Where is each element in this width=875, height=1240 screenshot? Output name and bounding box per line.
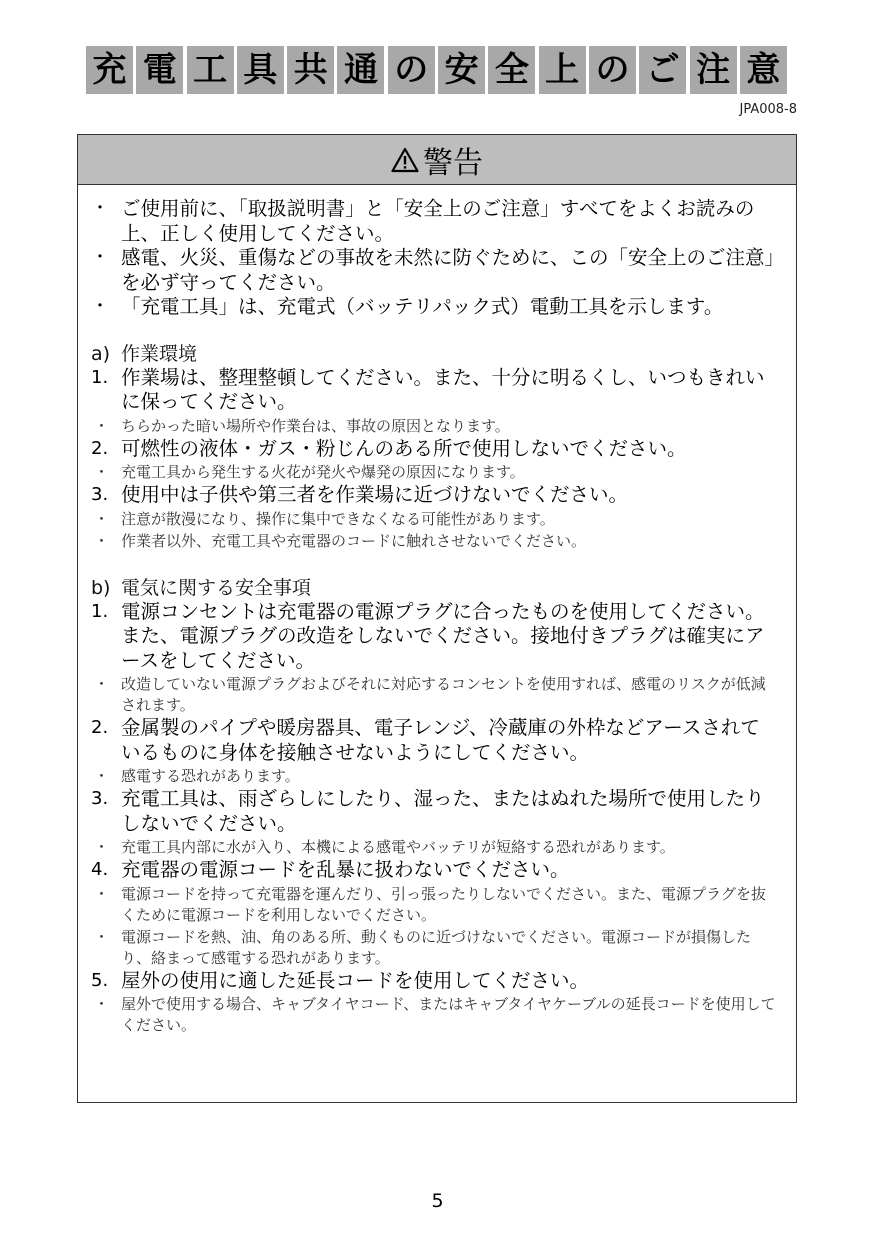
section-mark: b) xyxy=(91,576,111,599)
note-text: 電源コードを熱、油、角のある所、動くものに近づけないでください。電源コードが損傷したり、絡まって感電する恐れがあります。 xyxy=(121,927,752,967)
item-number: 4. xyxy=(91,859,109,880)
page-number: 5 xyxy=(431,1190,444,1212)
bullet: ・ xyxy=(91,296,109,317)
intro-item xyxy=(88,295,778,320)
title-char: 注 xyxy=(690,46,737,94)
note-text: 注意が散漫になり、操作に集中できなくなる可能性があります。 xyxy=(121,509,555,528)
item-text: 電源コンセントは充電器の電源プラグに合ったものを使用してください。また、電源プラグの改造をしないでください。接地付きプラグは確実にアースをしてください。 xyxy=(121,599,765,672)
note-text: 感電する恐れがあります。 xyxy=(121,767,300,785)
intro-text: 「充電工具」は、充電式（バッテリパック式）電動工具を示します。 xyxy=(121,295,724,318)
title-char: 上 xyxy=(539,46,586,94)
bullet: ・ xyxy=(94,838,110,856)
section-title: 作業環境 xyxy=(121,342,198,365)
note-item xyxy=(88,927,778,969)
section-mark: a) xyxy=(91,342,111,365)
note-text: 電源コードを持って充電器を運んだり、引っ張ったりしないでください。また、電源プラグを抜くために電源コードを利用しないでください。 xyxy=(121,884,767,924)
bullet: ・ xyxy=(94,927,110,946)
note-text: ちらかった暗い場所や作業台は、事故の原因となります。 xyxy=(121,416,510,435)
note-item xyxy=(88,674,778,716)
note-item xyxy=(88,837,778,858)
bullet: ・ xyxy=(94,884,110,903)
numbered-item xyxy=(88,969,778,994)
numbered-item xyxy=(88,716,778,765)
item-text: 使用中は子供や第三者を作業場に近づけないでください。 xyxy=(121,483,629,506)
intro-text: ご使用前に、「取扱説明書」と「安全上のご注意」すべてをよくお読みの上、正しく使用してください。 xyxy=(121,197,755,245)
title-char: 全 xyxy=(488,46,535,94)
note-item xyxy=(88,766,778,787)
item-number: 1. xyxy=(91,366,109,388)
note-item xyxy=(88,416,778,437)
item-number: 3. xyxy=(91,484,109,505)
bullet: ・ xyxy=(94,509,110,528)
title-char: ご xyxy=(639,46,686,94)
intro-text: 感電、火災、重傷などの事故を未然に防ぐために、この「安全上のご注意」を必ず守ってください。 xyxy=(121,246,775,294)
note-item xyxy=(88,884,778,926)
bullet: ・ xyxy=(94,995,110,1013)
bullet: ・ xyxy=(91,247,109,268)
item-text: 作業場は、整理整頓してください。また、十分に明るくし、いつもきれいに保ってください。 xyxy=(121,365,765,413)
note-text: 屋外で使用する場合、キャブタイヤコード、またはキャブタイヤケーブルの延長コードを使用してください。 xyxy=(121,995,776,1034)
bullet: ・ xyxy=(91,198,109,219)
title-char: 具 xyxy=(237,46,284,94)
bullet: ・ xyxy=(94,416,110,435)
note-item xyxy=(88,531,778,552)
intro-item xyxy=(88,197,778,246)
section-heading xyxy=(88,576,778,600)
item-number: 5. xyxy=(91,969,109,991)
bullet: ・ xyxy=(94,531,110,550)
title-char: の xyxy=(388,46,435,94)
numbered-item xyxy=(88,600,778,674)
numbered-item xyxy=(88,437,778,462)
page-title xyxy=(86,46,787,94)
note-item xyxy=(88,994,778,1036)
warning-triangle-icon xyxy=(391,147,419,173)
title-char: 意 xyxy=(740,46,787,94)
warning-box xyxy=(77,134,797,1103)
section-title: 電気に関する安全事項 xyxy=(121,576,312,599)
numbered-item xyxy=(88,366,778,415)
warning-label: 警告 xyxy=(423,145,483,181)
bullet: ・ xyxy=(94,767,110,785)
item-text: 充電工具は、雨ざらしにしたり、湿った、またはぬれた場所で使用したりしないでください。 xyxy=(121,787,765,835)
item-number: 1. xyxy=(91,600,109,622)
item-text: 充電器の電源コードを乱暴に扱わないでください。 xyxy=(121,858,570,881)
title-char: 充 xyxy=(86,46,133,94)
item-text: 可燃性の液体・ガス・粉じんのある所で使用しないでください。 xyxy=(121,436,687,460)
note-text: 充電工具から発生する火花が発火や爆発の原因になります。 xyxy=(121,463,525,481)
note-item xyxy=(88,462,778,483)
title-char: 共 xyxy=(287,46,334,94)
note-text: 作業者以外、充電工具や充電器のコードに触れさせないでください。 xyxy=(121,531,587,550)
item-number: 2. xyxy=(91,717,109,738)
note-item xyxy=(88,509,778,530)
note-text: 充電工具内部に水が入り、本機による感電やバッテリが短絡する恐れがあります。 xyxy=(121,838,675,856)
item-text: 金属製のパイプや暖房器具、電子レンジ、冷蔵庫の外枠などアースされているものに身体を接触させないようにしてください。 xyxy=(121,716,760,764)
title-char: 電 xyxy=(136,46,183,94)
warning-header xyxy=(78,135,796,185)
bullet: ・ xyxy=(94,463,110,481)
numbered-item xyxy=(88,858,778,883)
document-code: JPA008-8 xyxy=(739,102,797,117)
item-number: 2. xyxy=(91,437,109,459)
numbered-item xyxy=(88,483,778,508)
title-char: 工 xyxy=(187,46,234,94)
warning-content xyxy=(78,185,796,1036)
numbered-item xyxy=(88,787,778,836)
intro-item xyxy=(88,246,778,295)
section-heading xyxy=(88,342,778,366)
item-text: 屋外の使用に適した延長コードを使用してください。 xyxy=(121,968,590,992)
title-char: の xyxy=(589,46,636,94)
title-char: 通 xyxy=(337,46,384,94)
title-char: 安 xyxy=(438,46,485,94)
item-number: 3. xyxy=(91,788,109,809)
bullet: ・ xyxy=(94,675,110,693)
note-text: 改造していない電源プラグおよびそれに対応するコンセントを使用すれば、感電のリスクが低減されます。 xyxy=(121,675,766,714)
